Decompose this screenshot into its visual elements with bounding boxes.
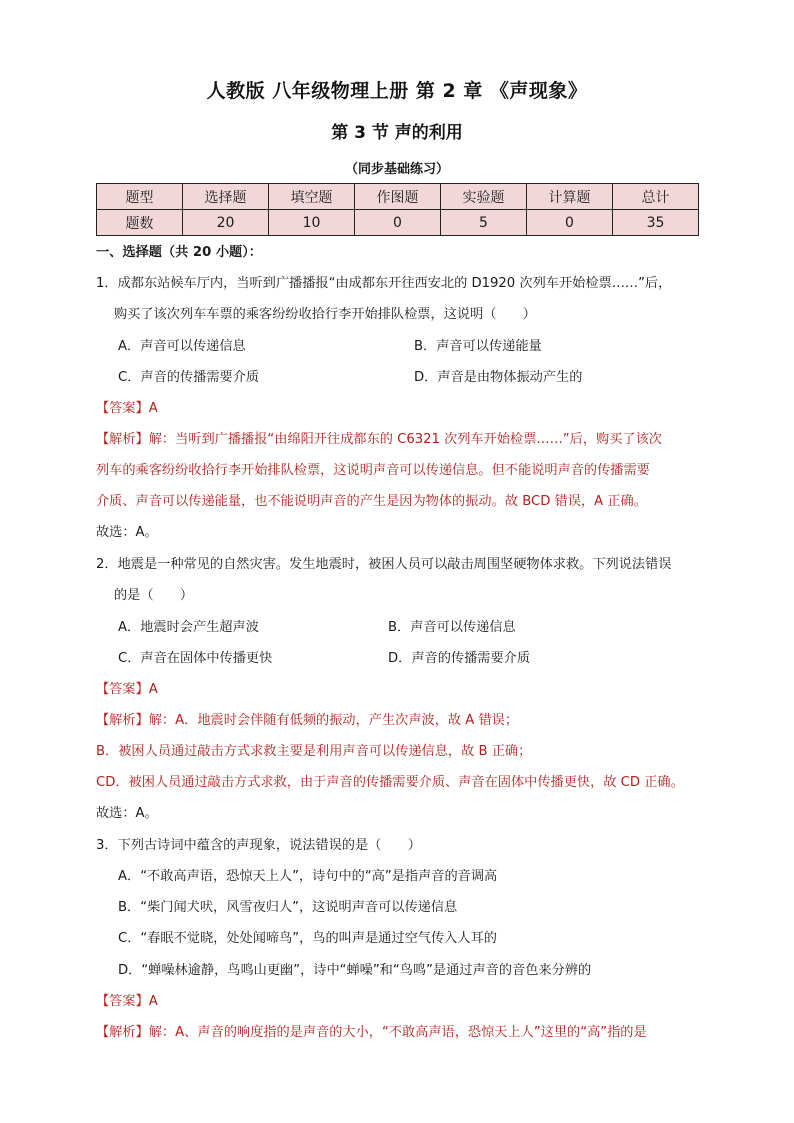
conclusion-line: 故选：A。	[96, 806, 158, 821]
table-cell: 选择题	[183, 184, 269, 210]
table-cell: 题数	[97, 210, 183, 236]
option-b: B．声音可以传递能量	[414, 339, 542, 354]
option-c: C．“春眠不觉晓，处处闻啼鸟”，鸟的叫声是通过空气传入人耳的	[118, 931, 497, 946]
table-cell: 总计	[613, 184, 699, 210]
table-value-row	[97, 210, 699, 236]
option-row	[118, 369, 728, 387]
option-a: A．“不敢高声语，恐惊天上人”，诗句中的“高”是指声音的音调高	[118, 869, 498, 884]
question-stem-line: 2．地震是一种常见的自然灾害。发生地震时，被困人员可以敲击周围坚硬物体求救。下列说法错误	[96, 557, 672, 572]
table-cell: 作图题	[355, 184, 441, 210]
analysis-line: 列车的乘客纷纷收拾行李开始排队检票，这说明声音可以传递信息。但不能说明声音的传播需要	[96, 463, 650, 478]
question-stem-line: 3．下列古诗词中蕴含的声现象，说法错误的是（ ）	[96, 838, 421, 853]
table-cell: 实验题	[441, 184, 527, 210]
table-header-row	[97, 184, 699, 210]
option-row	[118, 650, 728, 668]
option-d: D．声音是由物体振动产生的	[414, 370, 583, 385]
table-cell: 计算题	[527, 184, 613, 210]
section-title: 第 3 节 声的利用	[331, 123, 463, 143]
option-row	[118, 338, 728, 356]
option-c: C．声音的传播需要介质	[118, 370, 260, 385]
practice-subtitle: （同步基础练习）	[344, 162, 449, 177]
table-cell: 10	[269, 210, 355, 236]
option-b: B．声音可以传递信息	[388, 620, 516, 635]
analysis-line: 【解析】解：当听到广播播报“由绵阳开往成都东的 C6321 次列车开始检票……”后，购买了该次	[96, 432, 662, 447]
table-cell: 35	[613, 210, 699, 236]
question-stem-line: 1．成都东站候车厅内，当听到广播播报“由成都东开往西安北的 D1920 次列车开始检票……”后，	[96, 276, 672, 291]
table-cell: 0	[355, 210, 441, 236]
option-c: C．声音在固体中传播更快	[118, 651, 273, 666]
option-a: A．声音可以传递信息	[118, 339, 246, 354]
part-heading: 一、选择题（共 20 小题）：	[96, 245, 262, 260]
analysis-line: CD．被困人员通过敲击方式求救，由于声音的传播需要介质、声音在固体中传播更快，故 CD 正确。	[96, 775, 684, 790]
document-title: 人教版 八年级物理上册 第 2 章 《声现象》	[206, 80, 588, 102]
table-cell: 20	[183, 210, 269, 236]
question-stem-line: 的是（ ）	[114, 588, 194, 603]
analysis-line: B．被困人员通过敲击方式求救主要是利用声音可以传递信息，故 B 正确；	[96, 744, 532, 759]
analysis-line: 【解析】解：A．地震时会伴随有低频的振动，产生次声波，故 A 错误；	[96, 713, 519, 728]
option-d: D．声音的传播需要介质	[388, 651, 531, 666]
answer-line: 【答案】A	[96, 994, 158, 1009]
table-cell: 题型	[97, 184, 183, 210]
option-d: D．“蝉噪林逾静，鸟鸣山更幽”，诗中“蝉噪”和“鸟鸣”是通过声音的音色来分辨的	[118, 963, 592, 978]
analysis-line: 介质、声音可以传递能量，也不能说明声音的产生是因为物体的振动。故 BCD 错误，A 正确。	[96, 494, 647, 509]
answer-line: 【答案】A	[96, 401, 158, 416]
option-a: A．地震时会产生超声波	[118, 620, 259, 635]
conclusion-line: 故选：A。	[96, 525, 158, 540]
table-cell: 0	[527, 210, 613, 236]
analysis-line: 【解析】解：A、声音的响度指的是声音的大小，“不敢高声语，恐惊天上人”这里的“高”指的是	[96, 1025, 647, 1040]
table-cell: 填空题	[269, 184, 355, 210]
option-row	[118, 619, 728, 637]
answer-line: 【答案】A	[96, 682, 158, 697]
question-type-summary-table	[96, 183, 699, 236]
option-b: B．“柴门闻犬吠，风雪夜归人”，这说明声音可以传递信息	[118, 900, 458, 915]
question-stem-line: 购买了该次列车车票的乘客纷纷收拾行李开始排队检票，这说明（ ）	[114, 307, 536, 322]
table-cell: 5	[441, 210, 527, 236]
